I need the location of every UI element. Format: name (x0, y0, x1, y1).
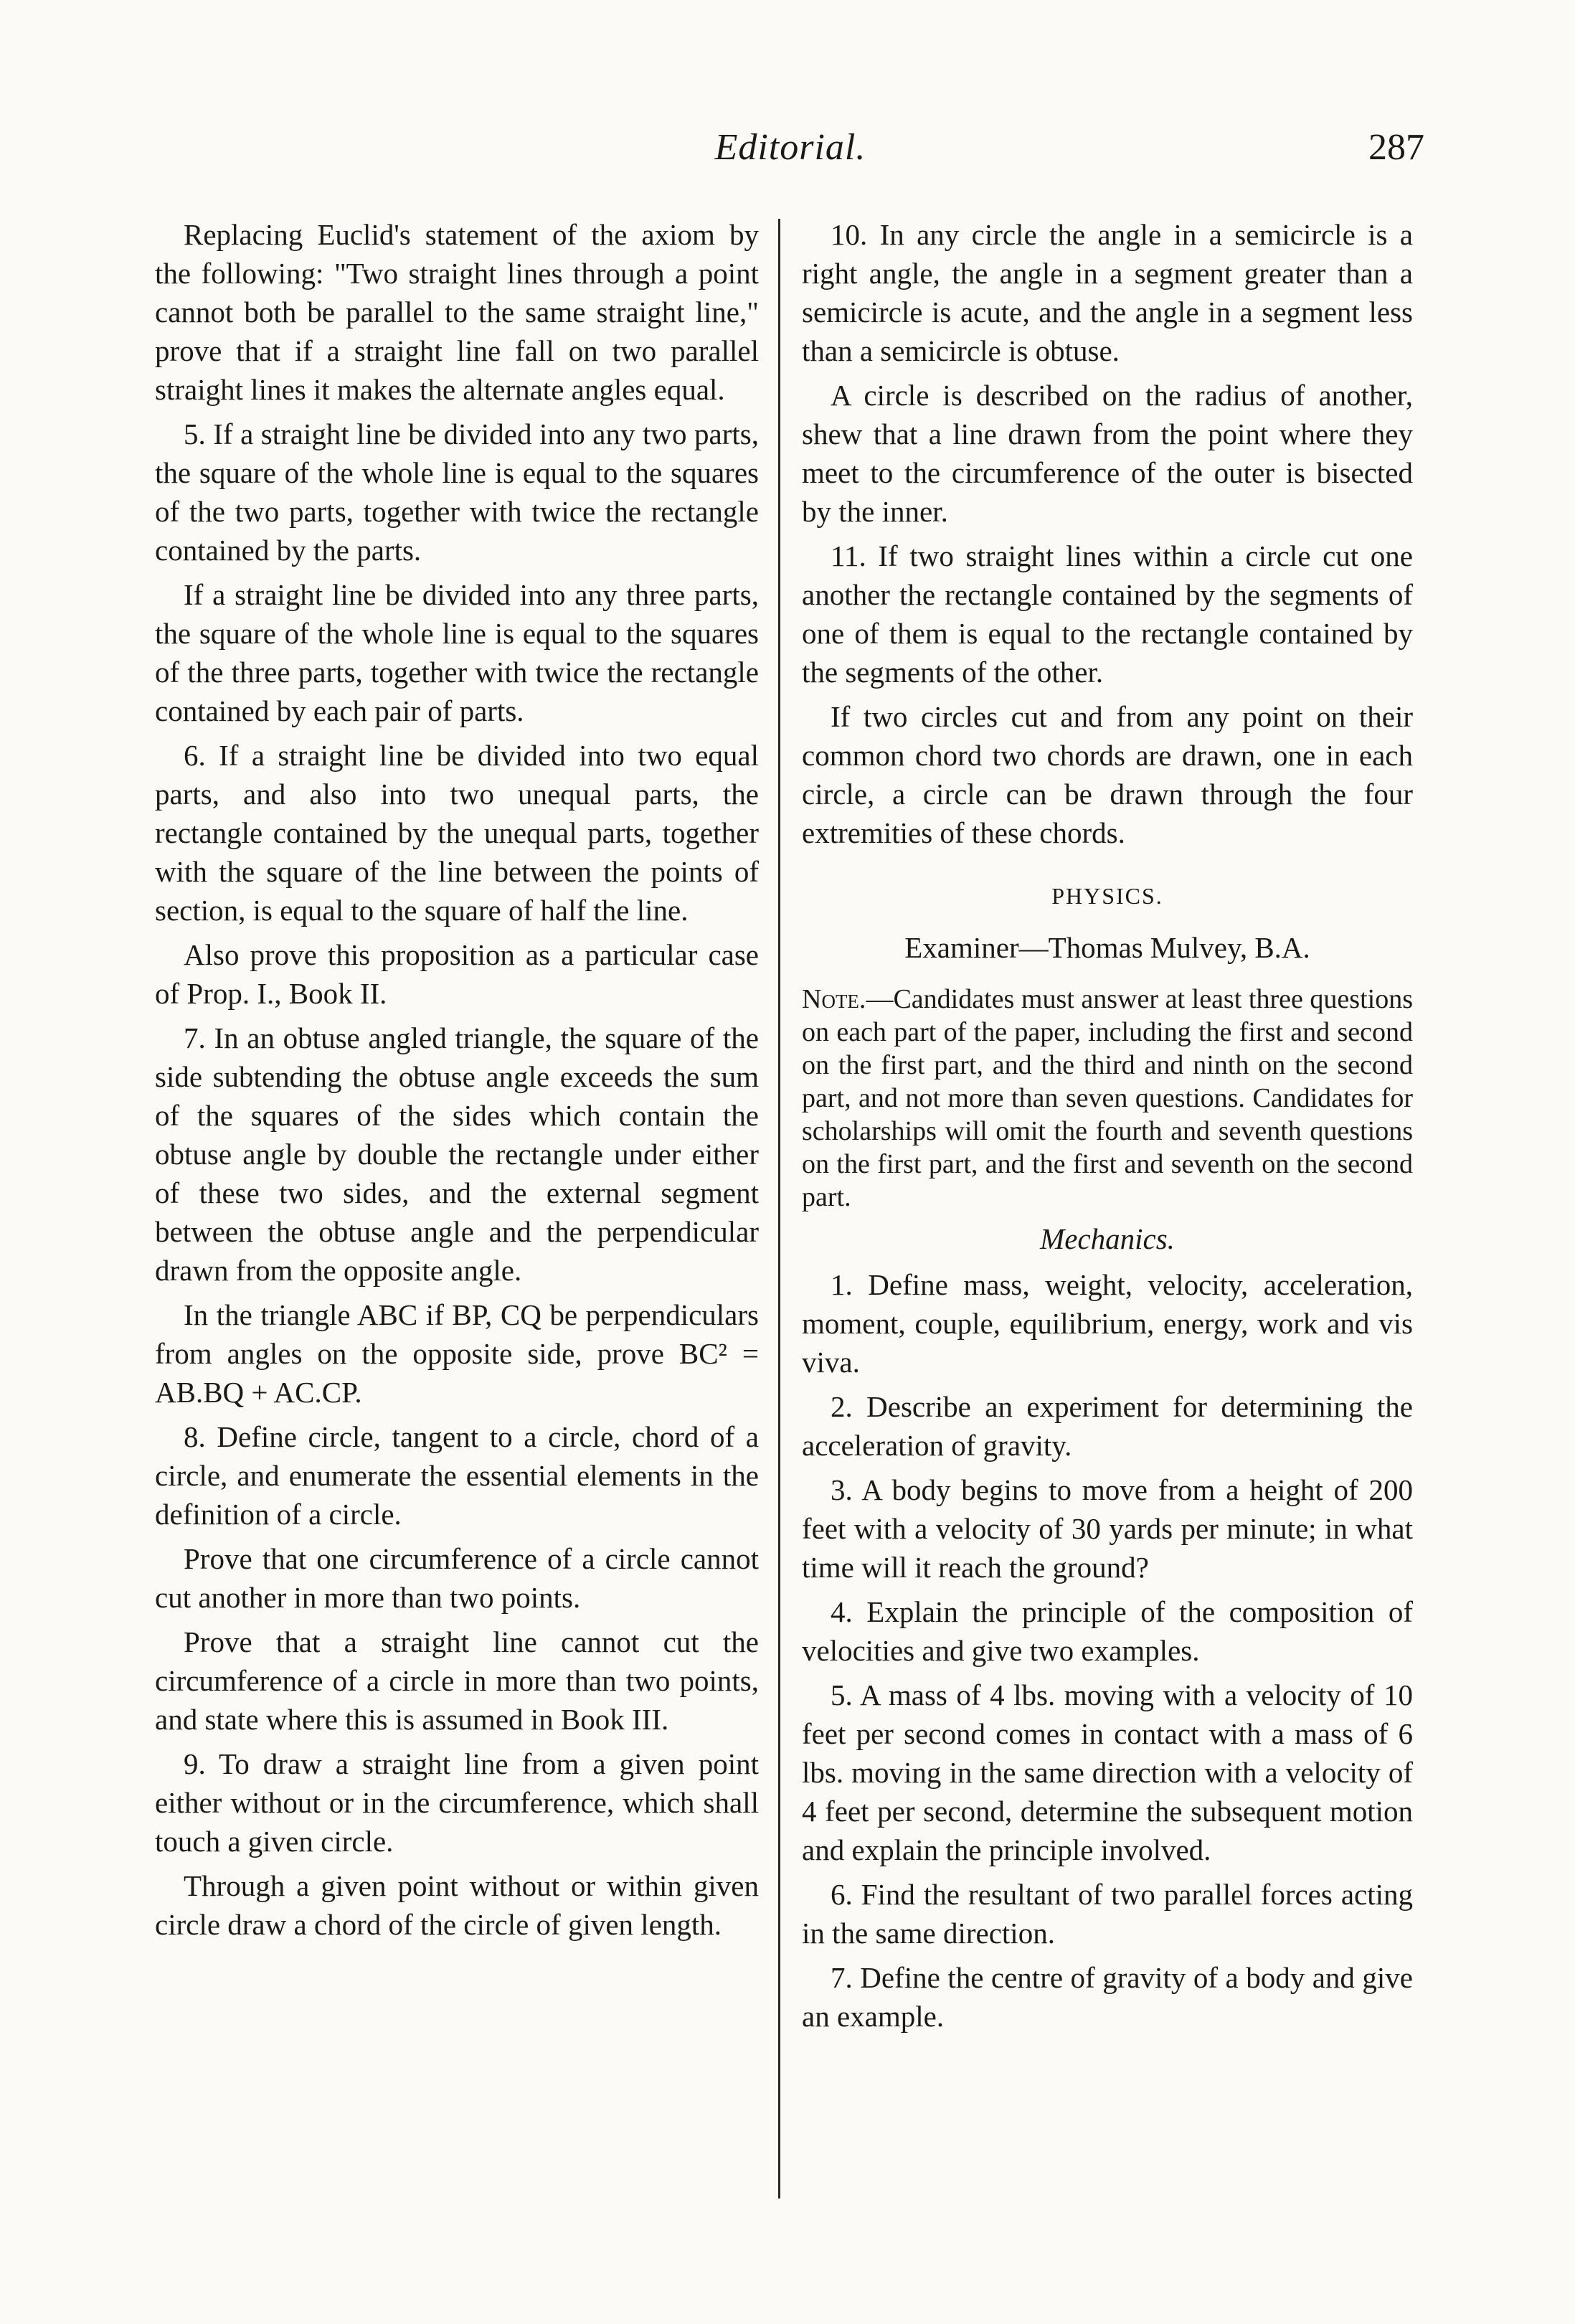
column-divider (778, 219, 780, 2198)
question: 2. Describe an experiment for determining the acceleration of gravity. (802, 1390, 1413, 1462)
section-title: PHYSICS. (1051, 883, 1163, 909)
question: 6. Find the resultant of two parallel forces acting in the same direction. (802, 1878, 1413, 1950)
paragraph: 10. In any circle the angle in a semicircle is a right angle, the angle in a segment greater than a semicircle is acute, and the angle in a segment less than a semicircle is obtuse. (802, 218, 1413, 367)
paragraph: 11. If two straight lines within a circle cut one another the rectangle contained by the segments of one of them is equal to the rectangle contained by the segments of the other. (802, 539, 1413, 689)
running-header (156, 126, 1424, 184)
note-text: —Candidates must answer at least three questions on each part of the paper, including the first and second on the first part, and the third and ninth on the second part, and not more than seven questions. Candidates for scholarships will omit the fourth and seventh questions on the first part, and the first and seventh on the second part. (802, 984, 1413, 1212)
question: 5. A mass of 4 lbs. moving with a velocity of 10 feet per second comes in contact with a mass of 6 lbs. moving in the same direction with a velocity of 4 feet per second, determine the subsequent motion and explain the principle involved. (802, 1678, 1413, 1866)
note-label: Note. (802, 984, 866, 1014)
paragraph: A circle is described on the radius of another, shew that a line drawn from the point where they meet to the circumference of the outer is bisected by the inner. (802, 379, 1413, 528)
paragraph: 5. If a straight line be divided into any two parts, the square of the whole line is equal to the squares of the two parts, together with twice the rectangle contained by the parts. (155, 417, 759, 567)
paragraph: 9. To draw a straight line from a given point either without or in the circumference, which shall touch a given circle. (155, 1747, 759, 1858)
question: 7. Define the centre of gravity of a body and give an example. (802, 1961, 1413, 2033)
paragraph: 8. Define circle, tangent to a circle, chord of a circle, and enumerate the essential elements in the definition of a circle. (155, 1420, 759, 1531)
right-column (802, 215, 1413, 2041)
page-number: 287 (1368, 127, 1424, 168)
paragraph: Also prove this proposition as a particular case of Prop. I., Book II. (155, 938, 759, 1010)
question: 3. A body begins to move from a height of 200 feet with a velocity of 30 yards per minute; in what time will it reach the ground? (802, 1473, 1413, 1584)
examiner-line: Examiner—Thomas Mulvey, B.A. (904, 931, 1310, 964)
paragraph: In the triangle ABC if BP, CQ be perpendiculars from angles on the opposite side, prove BC² = AB.BQ + AC.CP. (155, 1298, 759, 1409)
question: 1. Define mass, weight, velocity, acceleration, moment, couple, equilibrium, energy, work and vis viva. (802, 1268, 1413, 1379)
left-column (155, 215, 759, 1950)
paragraph: If two circles cut and from any point on their common chord two chords are drawn, one in each circle, a circle can be drawn through the four extremities of these chords. (802, 700, 1413, 849)
paragraph: Through a given point without or within given circle draw a chord of the circle of given length. (155, 1869, 759, 1941)
subsection-heading: Mechanics. (1040, 1222, 1175, 1255)
paragraph: If a straight line be divided into any three parts, the square of the whole line is equal to the squares of the three parts, together with twice the rectangle contained by each pair of parts. (155, 578, 759, 727)
paragraph: Prove that one circumference of a circle cannot cut another in more than two points. (155, 1542, 759, 1614)
note-paragraph (802, 983, 1413, 1214)
paragraph: 6. If a straight line be divided into two equal parts, and also into two unequal parts, the rectangle contained by the unequal parts, together with the square of the line between the points of section, is equal to the square of half the line. (155, 739, 759, 927)
paragraph: 7. In an obtuse angled triangle, the square of the side subtending the obtuse angle exceeds the sum of the squares of the sides which contain the obtuse angle by double the rectangle under either of these two sides, and the external segment between the obtuse angle and the perpendicular drawn from the opposite angle. (155, 1021, 759, 1287)
question: 4. Explain the principle of the composition of velocities and give two examples. (802, 1595, 1413, 1667)
running-title: Editorial. (714, 127, 866, 168)
paragraph: Prove that a straight line cannot cut the circumference of a circle in more than two points, and state where this is assumed in Book III. (155, 1625, 759, 1736)
paragraph: Replacing Euclid's statement of the axiom by the following: "Two straight lines through a point cannot both be parallel to the same straight line," prove that if a straight line fall on two parallel straight lines it makes the alternate angles equal. (155, 218, 759, 406)
